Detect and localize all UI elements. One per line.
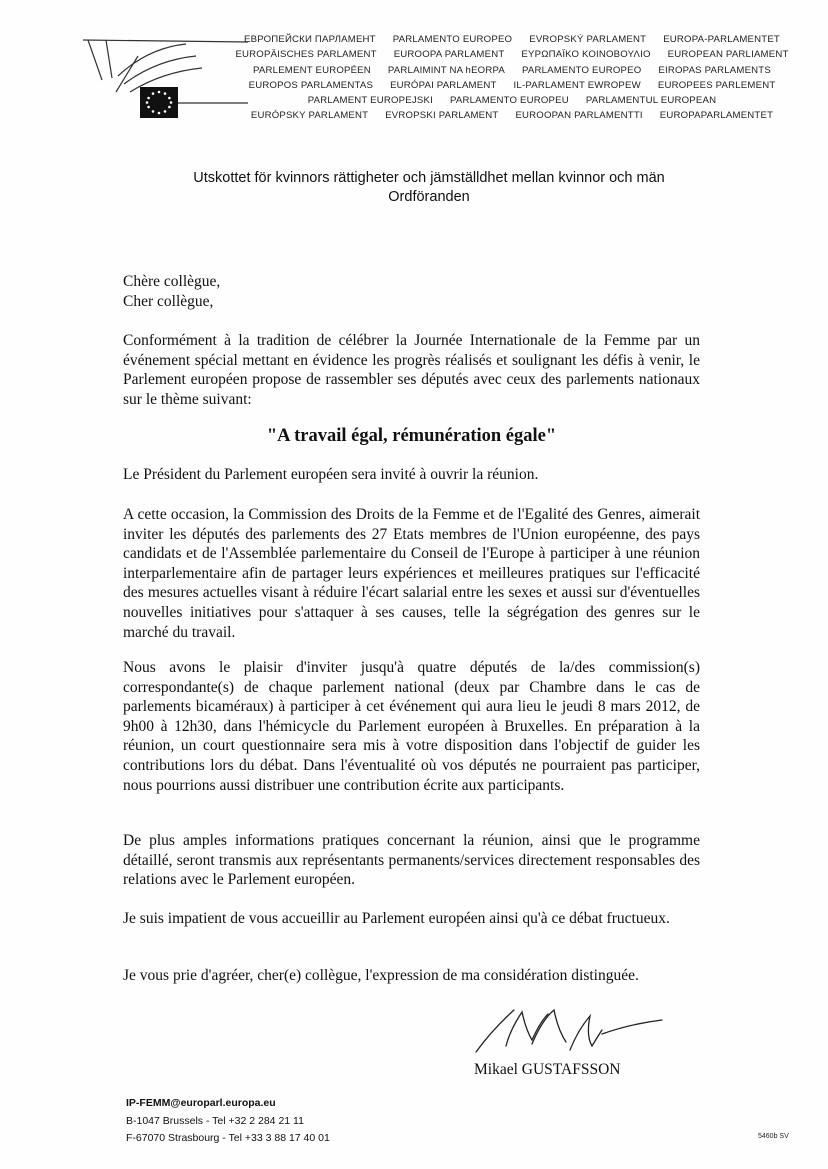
parliament-names-line xyxy=(232,93,792,108)
parliament-name: EUROPOS PARLAMENTAS xyxy=(248,79,374,91)
parliament-names-line xyxy=(232,78,792,93)
parliament-names-line xyxy=(232,32,792,47)
parliament-name: EUROPEAN PARLIAMENT xyxy=(667,49,789,61)
parliament-name: EUROOPAN PARLAMENTTI xyxy=(515,110,643,122)
closing-formula: Je vous prie d'agréer, cher(e) collègue, l'expression de ma considération distinguée. xyxy=(123,967,639,984)
parliament-name: ΕΥΡΩΠΑΪΚΟ ΚΟΙΝΟΒΟΥΛΙΟ xyxy=(521,49,651,61)
signer-name: Mikael GUSTAFSSON xyxy=(474,1061,621,1078)
parliament-name: ЕВРОПЕЙСКИ ПАРЛАМЕНТ xyxy=(244,34,376,45)
committee-role: Ordföranden xyxy=(388,189,470,205)
parliament-name: EIROPAS PARLAMENTS xyxy=(658,64,771,76)
strasbourg-address: F-67070 Strasbourg - Tel +33 3 88 17 40 01 xyxy=(126,1132,330,1144)
parliament-name: EUROPA-PARLAMENTET xyxy=(663,34,780,45)
paragraph-welcome: Je suis impatient de vous accueillir au Parlement européen ainsi qu'à ce débat fructueux. xyxy=(123,910,670,927)
parliament-name: IL-PARLAMENT EWROPEW xyxy=(513,79,641,91)
parliament-name: PARLAMENT EUROPEJSKI xyxy=(307,95,433,107)
parliament-names-block xyxy=(232,32,792,124)
parliament-names-line xyxy=(232,63,792,78)
parliament-name: PARLAIMINT NA hEORPA xyxy=(387,64,505,76)
parliament-names-line xyxy=(232,47,792,62)
parliament-name: PARLAMENTO EUROPEU xyxy=(449,95,569,107)
contact-email: IP-FEMM@europarl.europa.eu xyxy=(126,1097,276,1109)
parliament-name: EVROPSKÝ PARLAMENT xyxy=(529,34,647,45)
parliament-name: PARLAMENTO EUROPEO xyxy=(521,64,642,76)
parliament-name: EUROOPA PARLAMENT xyxy=(393,49,505,61)
parliament-name: EURÓPAI PARLAMENT xyxy=(390,79,497,91)
parliament-name: EVROPSKI PARLAMENT xyxy=(385,110,499,122)
handwritten-signature xyxy=(470,1000,670,1058)
salutation xyxy=(123,272,700,311)
salutation-line: Cher collègue, xyxy=(123,292,214,310)
parliament-name: EURÓPSKY PARLAMENT xyxy=(250,110,369,122)
paragraph-information: De plus amples informations pratiques concernant la réunion, ainsi que le programme détaillé, seront transmis aux représentants permanents/services directement responsables des relations avec le Parlement européen. xyxy=(123,832,700,889)
european-parliament-logo xyxy=(78,30,253,125)
parliament-names-line xyxy=(232,108,792,123)
committee-name: Utskottet för kvinnors rättigheter och jämställdhet mellan kvinnor och män xyxy=(193,170,665,186)
document-reference: 5460b SV xyxy=(758,1133,789,1140)
paragraph-invitation: Nous avons le plaisir d'inviter jusqu'à quatre députés de la/des commission(s) correspondante(s) de chaque parlement national (deux par Chambre dans le cas de parlements bicaméraux) à participer à cet événement qui aura lieu le jeudi 8 mars 2012, de 9h00 à 12h30, dans l'hémicycle du Parlement européen à Bruxelles. En préparation à la réunion, un court questionnaire sera mis à votre disposition dans l'objectif de guider les contributions lors du débat. Dans l'éventualité où vos députés ne pourraient pas participer, nous pourrions aussi distribuer une contribution écrite aux participants. xyxy=(123,659,700,794)
parliament-name: PARLAMENTUL EUROPEAN xyxy=(585,95,717,107)
parliament-name: EUROPAPARLAMENTET xyxy=(659,110,774,122)
paragraph-president: Le Président du Parlement européen sera invité à ouvrir la réunion. xyxy=(123,466,539,483)
event-theme-title: "A travail égal, rémunération égale" xyxy=(266,426,557,446)
paragraph-intro: Conformément à la tradition de célébrer la Journée Internationale de la Femme par un événement spécial mettant en évidence les progrès réalisés et soulignant les défis à venir, le Parlement européen propose de rassembler ses députés avec ceux des parlements nationaux sur le thème suivant: xyxy=(123,332,700,408)
footer-contact xyxy=(126,1095,330,1148)
brussels-address: B-1047 Brussels - Tel +32 2 284 21 11 xyxy=(126,1114,304,1127)
parliament-name: EUROPÄISCHES PARLAMENT xyxy=(235,49,377,61)
salutation-line: Chère collègue, xyxy=(123,273,221,290)
parliament-name: PARLEMENT EUROPÉEN xyxy=(253,64,371,76)
parliament-name: PARLAMENTO EUROPEO xyxy=(392,34,513,45)
parliament-name: EUROPEES PARLEMENT xyxy=(657,79,776,91)
paragraph-occasion: A cette occasion, la Commission des Droits de la Femme et de l'Egalité des Genres, aimerait inviter les députés des parlements des 27 Etats membres de l'Union européenne, des pays candidats et de l'Assemblée parlementaire du Conseil de l'Europe à participer à une réunion interparlementaire afin de partager leurs expériences et meilleures pratiques sur l'efficacité des mesures actuelles visant à réduire l'écart salarial entre les sexes et aussi sur d'éventuelles nouvelles initiatives pour s'attaquer à ses causes, telle la ségrégation des genres sur le marché du travail. xyxy=(123,506,700,641)
